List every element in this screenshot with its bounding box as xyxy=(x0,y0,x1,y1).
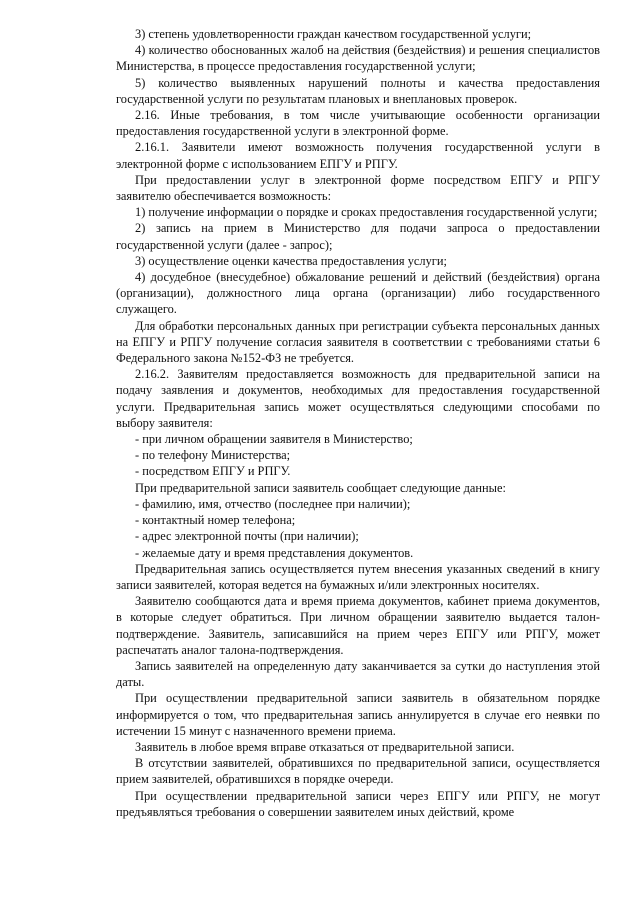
paragraph: 3) осуществление оценки качества предоставления услуги; xyxy=(135,253,447,268)
paragraph: 4) досудебное (внесудебное) обжалование решений и действий (бездействия) органа (организации), должностного лица органа (организации) либо государственного служащего. xyxy=(116,270,600,317)
list-item: - посредством ЕПГУ и РПГУ. xyxy=(135,464,291,479)
list-item: - адрес электронной почты (при наличии); xyxy=(135,529,359,544)
paragraph: При осуществлении предварительной записи через ЕПГУ или РПГУ, не могут предъявляться требования о совершении заявителем иных действий, кроме xyxy=(116,788,600,819)
paragraph: Предварительная запись осуществляется путем внесения указанных сведений в книгу записи заявителей, которая ведется на бумажных и/или электронных носителях. xyxy=(116,561,600,592)
paragraph: При осуществлении предварительной записи заявитель в обязательном порядке информируется о том, что предварительная запись аннулируется в случае его неявки по истечении 15 минут с назначенного времени приема. xyxy=(116,691,600,738)
paragraph: При предоставлении услуг в электронной форме посредством ЕПГУ и РПГУ заявителю обеспечивается возможность: xyxy=(116,172,600,204)
paragraph: 2) запись на прием в Министерство для подачи запроса о предоставлении государственной услуги (далее - запрос); xyxy=(116,221,600,252)
paragraph: Заявителю сообщаются дата и время приема документов, кабинет приема документов, в которые следует обратиться. При личном обращении заявителю выдается талон-подтверждение. Заявитель, записавшийся на прием через ЕПГУ или РПГУ, может распечатать аналог талона-подтверждения. xyxy=(116,594,600,657)
list-item: - при личном обращении заявителя в Министерство; xyxy=(135,432,413,447)
paragraph: Запись заявителей на определенную дату заканчивается за сутки до наступления этой даты. xyxy=(116,658,600,690)
paragraph: 2.16. Иные требования, в том числе учитывающие особенности организации предоставления государственной услуги в электронной форме. xyxy=(116,108,600,139)
paragraph: Для обработки персональных данных при регистрации субъекта персональных данных на ЕПГУ и РПГУ получение согласия заявителя в соответствии с требованиями статьи 6 Федерального закона №152-ФЗ не требуется. xyxy=(116,318,600,366)
list-item: - по телефону Министерства; xyxy=(135,448,291,463)
paragraph: В отсутствии заявителей, обратившихся по предварительной записи, осуществляется прием заявителей, обратившихся в порядке очереди. xyxy=(116,756,600,787)
paragraph: 3) степень удовлетворенности граждан качеством государственной услуги; xyxy=(135,27,532,41)
paragraph: 1) получение информации о порядке и сроках предоставления государственной услуги; xyxy=(135,205,598,220)
document-page xyxy=(116,26,600,820)
paragraph: При предварительной записи заявитель сообщает следующие данные: xyxy=(135,480,506,495)
paragraph: 2.16.2. Заявителям предоставляется возможность для предварительной записи на подачу заявления и документов, необходимых для предоставления государственной услуги. Предварительная запись может осуществляться следующими способами по выбору заявителя: xyxy=(116,367,600,430)
paragraph: Заявитель в любое время вправе отказаться от предварительной записи. xyxy=(135,739,515,754)
list-item: - фамилию, имя, отчество (последнее при наличии); xyxy=(135,496,411,511)
list-item: - желаемые дату и время представления документов. xyxy=(135,545,414,560)
paragraph: 2.16.1. Заявители имеют возможность получения государственной услуги в электронной форме с использованием ЕПГУ и РПГУ. xyxy=(116,140,600,171)
paragraph: 5) количество выявленных нарушений полноты и качества предоставления государственной услуги по результатам плановых и внеплановых проверок. xyxy=(116,75,600,106)
paragraph: 4) количество обоснованных жалоб на действия (бездействия) и решения специалистов Министерства, в процессе предоставления государственной услуги; xyxy=(116,43,600,74)
list-item: - контактный номер телефона; xyxy=(135,513,296,528)
